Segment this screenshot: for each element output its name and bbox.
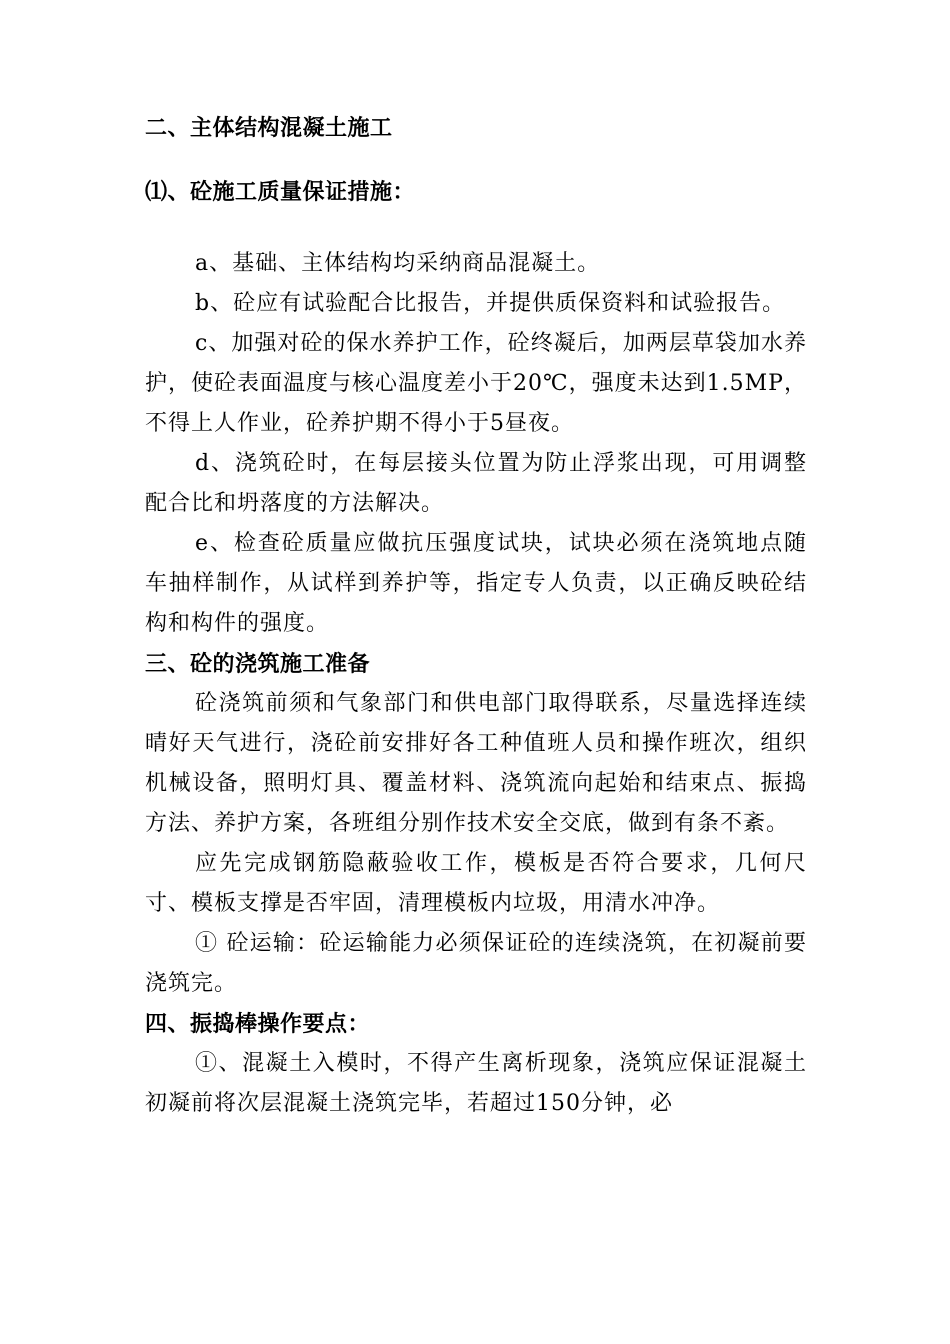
item-c: c、加强对砼的保水养护工作，砼终凝后，加两层草袋加水养护，使砼表面温度与核心温度差小于20℃，强度未达到1.5MP，不得上人作业，砼养护期不得小于5昼夜。 [145, 331, 807, 436]
section2-subtitle: ⑴、砼施工质量保证措施： [145, 179, 416, 205]
section3-para-1: 砼浇筑前须和气象部门和供电部门取得联系，尽量选择连续晴好天气进行，浇砼前安排好各工种值班人员和操作班次，组织机械设备，照明灯具、覆盖材料、浇筑流向起始和结束点、振捣方法、养护方案，各班组分别作技术安全交底，做到有条不紊。 [145, 691, 807, 836]
section2-title: 二、主体结构混凝土施工 [145, 115, 393, 141]
item-d: d、浇筑砼时，在每层接头位置为防止浮浆出现，可用调整配合比和坍落度的方法解决。 [145, 451, 807, 516]
section4-title: 四、振捣棒操作要点： [145, 1011, 371, 1037]
document-body [145, 108, 807, 1124]
section3-para-2: 应先完成钢筋隐蔽验收工作，模板是否符合要求，几何尺寸、模板支撑是否牢固，清理模板内垃圾，用清水冲净。 [145, 851, 807, 916]
section3-para-3: ① 砼运输：砼运输能力必须保证砼的连续浇筑，在初凝前要浇筑完。 [145, 931, 807, 996]
item-a: a、基础、主体结构均采纳商品混凝土。 [195, 251, 601, 276]
section4-para-1: ①、混凝土入模时，不得产生离析现象，浇筑应保证混凝土初凝前将次层混凝土浇筑完毕，若超过150分钟，必 [145, 1051, 807, 1116]
item-b: b、砼应有试验配合比报告，并提供质保资料和试验报告。 [195, 291, 786, 316]
item-e: e、检查砼质量应做抗压强度试块，试块必须在浇筑地点随车抽样制作，从试样到养护等，指定专人负责，以正确反映砼结构和构件的强度。 [145, 531, 807, 636]
section3-title: 三、砼的浇筑施工准备 [145, 651, 371, 677]
